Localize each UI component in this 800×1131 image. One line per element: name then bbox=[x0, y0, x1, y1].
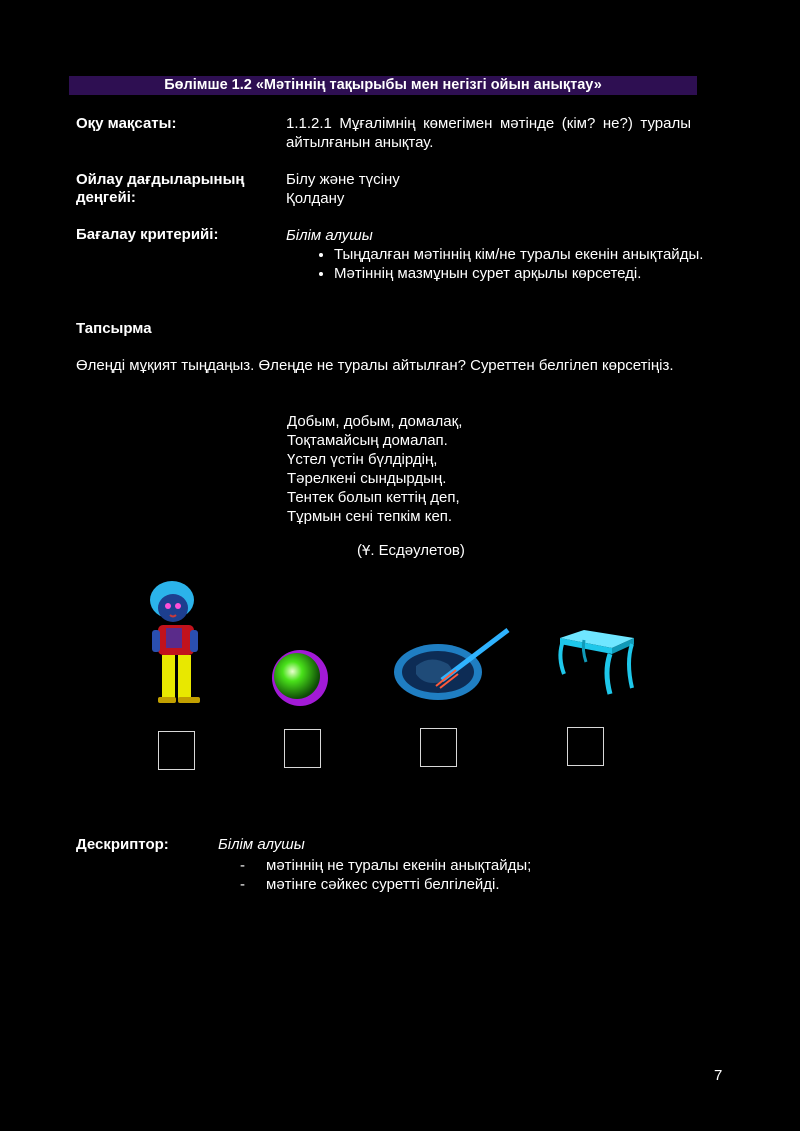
thinking-value-line2: Қолдану bbox=[286, 190, 345, 207]
criteria-label: Бағалау критерийі: bbox=[76, 226, 219, 243]
task-text: Өлеңді мұқият тыңдаңыз. Өлеңде не туралы айтылған? Суреттен белгілеп көрсетіңіз. bbox=[76, 357, 674, 374]
descriptor-lead: Білім алушы bbox=[218, 836, 305, 853]
dash-marker: - bbox=[240, 857, 245, 874]
criteria-list bbox=[308, 245, 714, 283]
descriptor-item bbox=[240, 856, 531, 875]
task-title: Тапсырма bbox=[76, 320, 152, 337]
ball-icon bbox=[270, 648, 330, 708]
descriptor-label: Дескриптор: bbox=[76, 836, 169, 853]
criteria-lead: Білім алушы bbox=[286, 227, 373, 244]
table-icon bbox=[554, 628, 636, 698]
boy-icon bbox=[146, 580, 212, 708]
plate-icon bbox=[392, 626, 512, 702]
thinking-value bbox=[286, 170, 691, 208]
poem-line: Тентек болып кеттің деп, bbox=[287, 489, 460, 506]
descriptor-item bbox=[240, 875, 531, 894]
poem-line: Тұрмын сені тепкім кеп. bbox=[287, 508, 453, 525]
poem-line: Тоқтамайсың домалап. bbox=[287, 432, 448, 449]
descriptor-item-text: мәтінге сәйкес суретті белгілейді. bbox=[266, 876, 500, 893]
checkbox-boy[interactable] bbox=[158, 731, 195, 770]
checkbox-ball[interactable] bbox=[284, 729, 321, 768]
thinking-label-line1: Ойлау дағдыларының bbox=[76, 171, 245, 188]
poem-line: Тәрелкені сындырдың. bbox=[287, 470, 447, 487]
criteria-item: • Мәтіннің мазмұнын сурет арқылы көрсетеді. bbox=[334, 264, 714, 283]
poem-author: (Ұ. Есдәулетов) bbox=[357, 542, 465, 559]
poem bbox=[287, 412, 462, 526]
objective-value: 1.1.2.1 Мұғалімнің көмегімен мәтінде (кім? не?) туралы айтылғанын анықтау. bbox=[286, 115, 691, 151]
page-number: 7 bbox=[714, 1067, 723, 1084]
thinking-label bbox=[76, 171, 245, 207]
checkbox-table[interactable] bbox=[567, 727, 604, 766]
poem-line: Үстел үстін бүлдірдің, bbox=[287, 451, 438, 468]
descriptor-item-text: мәтіннің не туралы екенін анықтайды; bbox=[266, 857, 532, 874]
section-title: Бөлімше 1.2 «Мәтіннің тақырыбы мен негізгі ойын анықтау» bbox=[69, 76, 697, 95]
criteria-item: • Тыңдалған мәтіннің кім/не туралы екенін анықтайды. bbox=[334, 245, 714, 264]
thinking-value-line1: Білу және түсіну bbox=[286, 171, 400, 188]
descriptor-list bbox=[240, 856, 531, 894]
thinking-label-line2: деңгейі: bbox=[76, 189, 136, 206]
dash-marker: - bbox=[240, 876, 245, 893]
checkbox-plate[interactable] bbox=[420, 728, 457, 767]
objective-label: Оқу мақсаты: bbox=[76, 115, 177, 132]
poem-line: Добым, добым, домалақ, bbox=[287, 413, 463, 430]
